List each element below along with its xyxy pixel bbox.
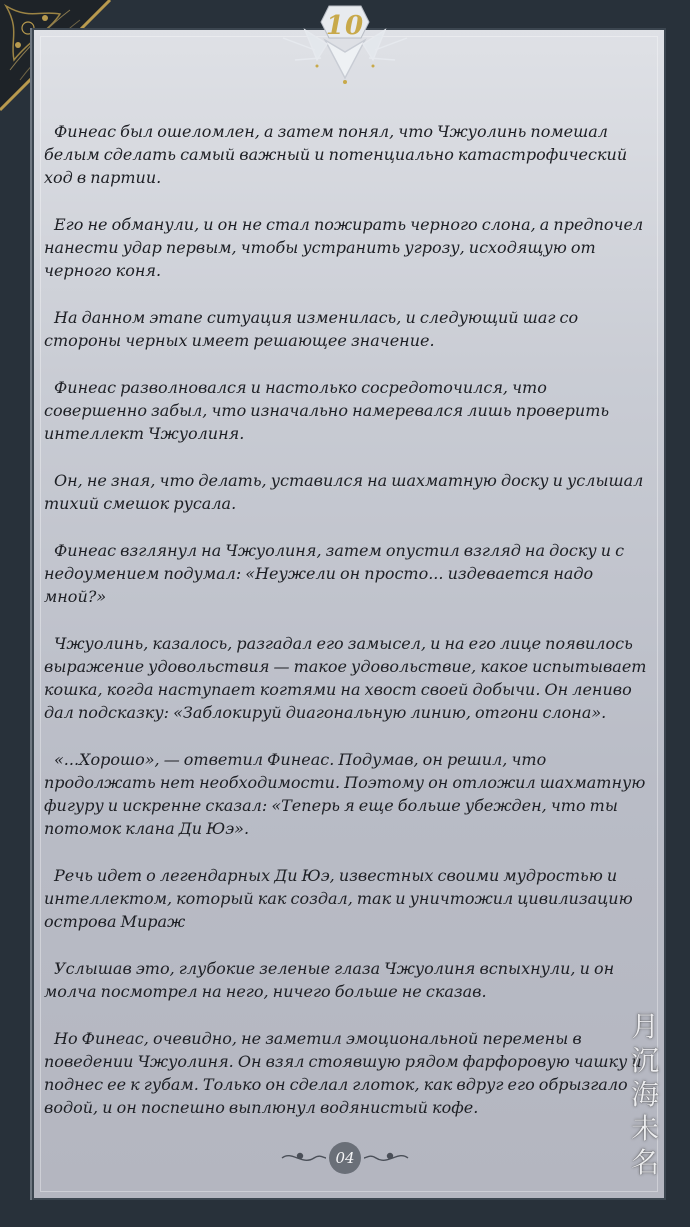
seal-char: 名 xyxy=(630,1146,659,1179)
paragraph-3: На данном этапе ситуация изменилась, и следующий шаг со стороны черных имеет решающее значение. xyxy=(44,308,579,350)
seal-char: 沉 xyxy=(630,1044,659,1077)
watermark-seal xyxy=(616,1010,674,1180)
chapter-text xyxy=(44,120,650,1119)
paragraph-8: «...Хорошо», — ответил Финеас. Подумав, он решил, что продолжать нет необходимости. Поэтому он отложил шахматную фигуру и искренне сказал: «Теперь я еще больше убежден, что ты потомок клана Ди Юэ». xyxy=(44,750,646,838)
page-number: 04 xyxy=(329,1142,361,1174)
paragraph-7: Чжуолинь, казалось, разгадал его замысел, и на его лице появилось выражение удовольствия — такое удовольствие, какое испытывает кошка, когда наступает когтями на хвост своей добычи. Он лениво дал подсказку: «Заблокируй диагональную линию, отгони слона». xyxy=(44,634,647,722)
paragraph-11: Но Финеас, очевидно, не заметил эмоциональной перемены в поведении Чжуолиня. Он взял стоявшую рядом фарфоровую чашку и поднес ее к губам. Только он сделал глоток, как вдруг его обрызгало водой, и он поспешно выплюнул водянистый кофе. xyxy=(44,1029,642,1117)
paragraph-6: Финеас взглянул на Чжуолиня, затем опустил взгляд на доску и с недоумением подумал: «Неужели он просто... издевается надо мной?» xyxy=(44,541,625,606)
paragraph-10: Услышав это, глубокие зеленые глаза Чжуолиня вспыхнули, и он молча посмотрел на него, ничего больше не сказав. xyxy=(44,959,615,1001)
paragraph-5: Он, не зная, что делать, уставился на шахматную доску и услышал тихий смешок русала. xyxy=(44,471,644,513)
seal-char: 未 xyxy=(630,1112,659,1145)
chapter-number: 10 xyxy=(325,11,365,41)
paragraph-9: Речь идет о легендарных Ди Юэ, известных своими мудростью и интеллектом, который как создал, так и уничтожил цивилизацию острова Мираж xyxy=(44,866,633,931)
paragraph-2: Его не обманули, и он не стал пожирать черного слона, а предпочел нанести удар первым, чтобы устранить угрозу, исходящую от черного коня. xyxy=(44,215,644,280)
seal-char: 海 xyxy=(630,1078,659,1111)
paragraph-4: Финеас разволновался и настолько сосредоточился, что совершенно забыл, что изначально намеревался лишь проверить интеллект Чжуолиня. xyxy=(44,378,610,443)
seal-char: 月 xyxy=(630,1010,659,1043)
paragraph-1: Финеас был ошеломлен, а затем понял, что Чжуолинь помешал белым сделать самый важный и потенциально катастрофический ход в партии. xyxy=(44,122,628,187)
